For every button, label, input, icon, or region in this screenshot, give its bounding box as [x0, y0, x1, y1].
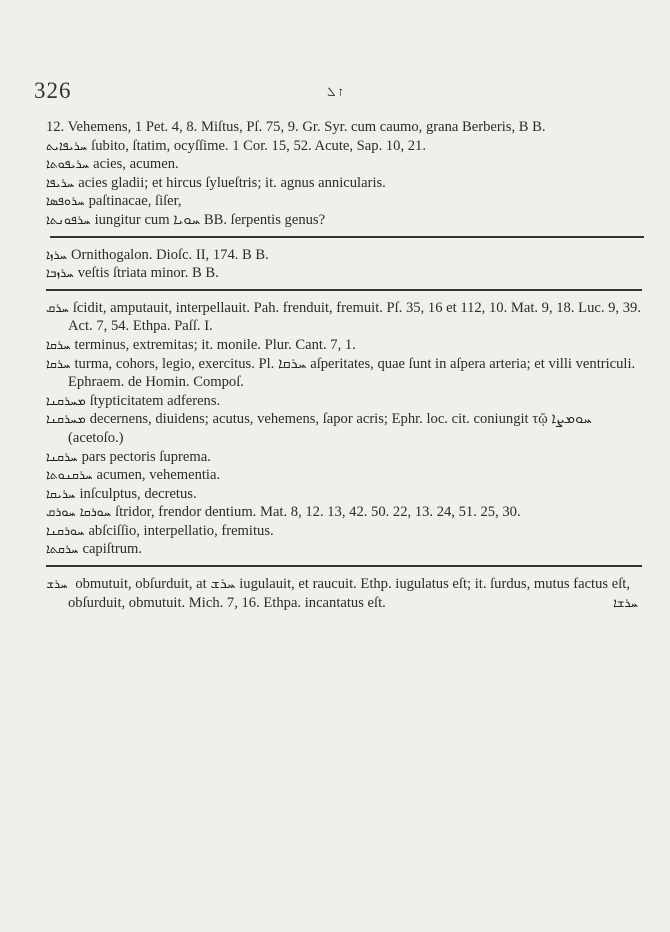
- signature-mark: ז ܠ: [327, 84, 343, 99]
- dictionary-entry: [46, 522, 642, 541]
- syriac-headword: ܚܪܩܐ: [46, 355, 71, 371]
- entry-text: terminus, extremitas; it. monile. Plur. Cant. 7, 1.: [74, 336, 356, 353]
- dictionary-content: [46, 118, 642, 612]
- syriac-headword: ܚܪܫ: [46, 576, 68, 592]
- section-rule: [46, 565, 642, 567]
- dictionary-entry: [46, 336, 642, 355]
- entry-text: capiſtrum.: [82, 541, 143, 558]
- dictionary-entry: [46, 410, 642, 447]
- dictionary-entry: [46, 155, 642, 174]
- entry-block-2: [46, 246, 642, 283]
- dictionary-entry: [46, 540, 642, 559]
- syriac-headword: ܚܪܝܦܘܬܐ: [46, 156, 90, 172]
- syriac-headword: ܚܪܝܩܐ: [46, 485, 76, 501]
- dictionary-entry: [46, 485, 642, 504]
- dictionary-entry: [46, 211, 642, 230]
- syriac-headword: ܚܪܘܦܣܐ: [46, 193, 85, 209]
- entry-text: decernens, diuidens; acutus, vehemens, ſapor acris; Ephr. loc. cit. coniungit τῷ ܚܘܡܨܐ (acetoſo.): [68, 411, 592, 446]
- dictionary-entry: [46, 299, 642, 336]
- entry-text: turma, cohors, legio, exercitus. Pl. ܚܪܩܐ aſperitates, quae ſunt in aſpera arteria; et villi ventriculi. Ephraem. de Homin. Compoſ.: [68, 355, 636, 391]
- syriac-headword: ܚܘܪܩܐ ܚܘܪܩ: [46, 504, 112, 520]
- syriac-headword: ܚܪܝܦܐ: [46, 174, 75, 190]
- entry-text: inſculptus, decretus.: [79, 485, 197, 502]
- entry-text: obmutuit, obſurduit, at ܚܪܫ iugulauit, et raucuit. Ethp. iugulatus eſt; it. ſurdus, mutus factus eſt, obſurduit, obmutuit. Mich. 7, 16. Ethpa. incantatus eſt.: [68, 576, 630, 611]
- syriac-headword: ܚܪܦܘܢܬܐ: [46, 211, 91, 227]
- entry-text: acies, acumen.: [93, 156, 179, 173]
- dictionary-entry: [46, 137, 642, 156]
- entry-text: acumen, vehementia.: [96, 467, 221, 484]
- dictionary-entry: [46, 118, 642, 137]
- syriac-headword: ܚܪܩ: [46, 299, 69, 315]
- entry-text: ſcidit, amputauit, interpellauit. Pah. frenduit, fremuit. Pſ. 35, 16 et 112, 10. Mat. 9, 18. Luc. 9, 39. Act. 7, 54. Ethpa. Paſſ. I.: [68, 299, 641, 335]
- syriac-headword: ܚܪܩܬܐ: [46, 541, 79, 557]
- section-rule: [50, 236, 644, 238]
- dictionary-entry: [46, 575, 642, 612]
- dictionary-entry: [46, 264, 642, 283]
- entry-text: 12. Vehemens, 1 Pet. 4, 8. Miſtus, Pſ. 75, 9. Gr. Syr. cum caumo, grana Berberis, B B.: [46, 119, 546, 135]
- dictionary-entry: [46, 448, 642, 467]
- entry-text: Ornithogalon. Dioſc. II, 174. B B.: [71, 246, 269, 263]
- section-rule: [46, 289, 642, 291]
- entry-text: ſtridor, frendor dentium. Mat. 8, 12. 13, 42. 50. 22, 13. 24, 51. 25, 30.: [115, 504, 521, 521]
- entry-text: acies gladii; et hircus ſylueſtris; it. agnus annicularis.: [78, 174, 386, 191]
- entry-block-1: [46, 118, 642, 230]
- dictionary-entry: [46, 355, 642, 392]
- entry-text: paſtinacae, ſiſer,: [88, 193, 182, 210]
- dictionary-entry: [46, 192, 642, 211]
- catchword: ܚܪܫܐ: [613, 594, 638, 610]
- dictionary-entry: [46, 174, 642, 193]
- dictionary-entry: [46, 503, 642, 522]
- page-number: 326: [34, 78, 72, 103]
- syriac-headword: ܡܚܪܩܢܐ: [46, 411, 86, 427]
- syriac-headword: ܚܪܩܐ: [46, 336, 71, 352]
- dictionary-entry: [46, 246, 642, 265]
- entry-text: abſciſſio, interpellatio, fremitus.: [88, 522, 274, 539]
- syriac-headword: ܚܪܩܢܐ: [46, 448, 78, 464]
- syriac-headword: ܚܪܝܦܐܝܬ: [46, 137, 88, 153]
- entry-text: veſtis ſtriata minor. B B.: [77, 265, 219, 282]
- entry-text: ſtypticitatem adferens.: [89, 392, 221, 409]
- dictionary-entry: [46, 466, 642, 485]
- syriac-headword: ܚܪܩܢܘܬܐ: [46, 467, 93, 483]
- syriac-headword: ܚܪܙܒܐ: [46, 265, 74, 281]
- entry-text: pars pectoris ſuprema.: [81, 448, 211, 465]
- dictionary-entry: [46, 392, 642, 411]
- syriac-headword: ܚܪܙܐ: [46, 246, 67, 262]
- entry-block-3: [46, 299, 642, 559]
- entry-text: iungitur cum ܚܘܝܐ BB. ſerpentis genus?: [94, 211, 326, 228]
- syriac-headword: ܡܚܪܩܢܐ: [46, 392, 86, 408]
- entry-text: ſubito, ſtatim, ocyſſime. 1 Cor. 15, 52. Acute, Sap. 10, 21.: [91, 137, 426, 154]
- syriac-headword: ܚܘܪܩܢܐ: [46, 522, 85, 538]
